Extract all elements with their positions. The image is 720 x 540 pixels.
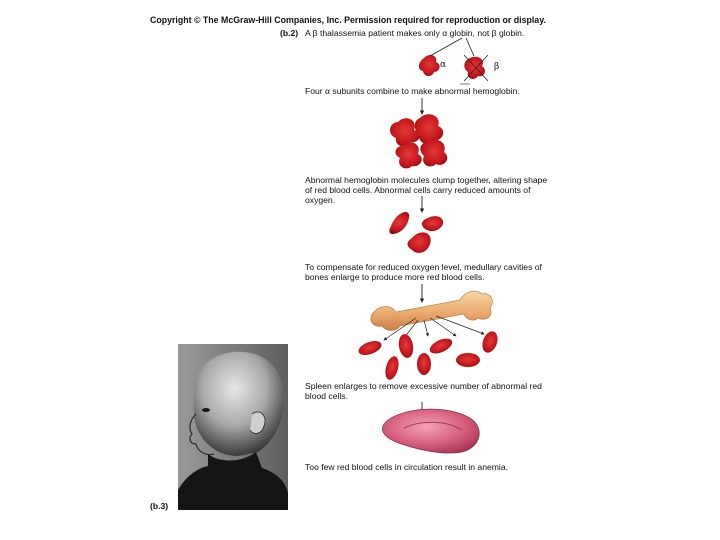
step-1-text: A β thalassemia patient makes only α globin, not β globin. bbox=[305, 28, 525, 38]
abnormal-red-blood-cells bbox=[385, 211, 443, 253]
pointer-line-alpha bbox=[430, 38, 462, 56]
enlarged-spleen bbox=[382, 409, 479, 453]
step-3-text: Abnormal hemoglobin molecules clump together, altering shape of red blood cells. Abnormal cells carry reduced amounts of oxygen. bbox=[305, 175, 548, 205]
step-2-text: Four α subunits combine to make abnormal hemoglobin. bbox=[305, 86, 520, 96]
beta-globin-label: β bbox=[494, 62, 500, 72]
step-4-text: To compensate for reduced oxygen level, medullary cavities of bones enlarge to produce more red blood cells. bbox=[305, 262, 542, 282]
panel-b2-label: (b.2) bbox=[280, 28, 299, 38]
patient-photo bbox=[178, 344, 288, 510]
step-5-text: Spleen enlarges to remove excessive number of abnormal red blood cells. bbox=[305, 381, 542, 401]
panel-b3-label: (b.3) bbox=[150, 501, 169, 511]
step-6-text: Too few red blood cells in circulation result in anemia. bbox=[305, 462, 509, 472]
alpha-globin-subunit bbox=[419, 55, 440, 76]
child-profile-illustration bbox=[178, 344, 288, 510]
enlarged-bone bbox=[371, 291, 493, 330]
produced-red-blood-cells bbox=[357, 329, 501, 381]
copyright-notice: Copyright © The McGraw-Hill Companies, Inc. Permission required for reproduction or display. bbox=[150, 15, 546, 25]
abnormal-hemoglobin-cluster bbox=[390, 114, 447, 168]
beta-globin-subunit bbox=[464, 55, 488, 81]
pointer-line-beta bbox=[466, 38, 474, 56]
alpha-globin-label: α bbox=[440, 60, 447, 70]
